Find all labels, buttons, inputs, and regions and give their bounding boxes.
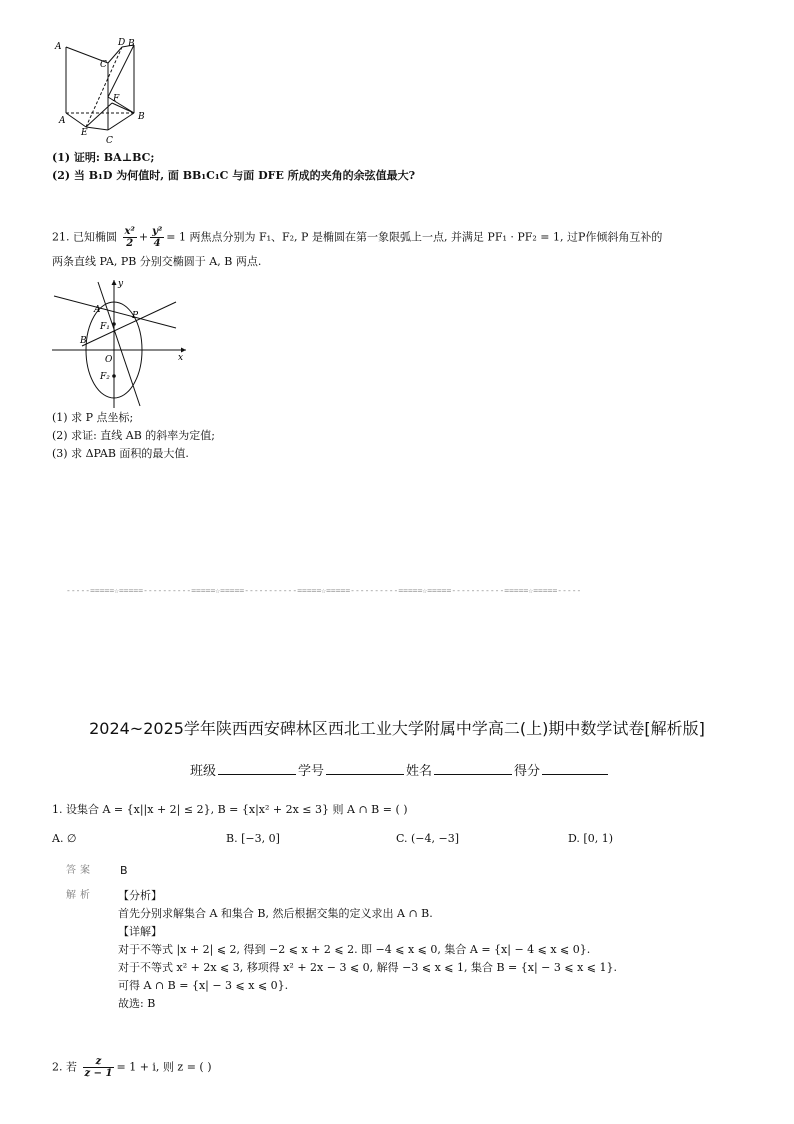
q21-frac-x: $\frac{\text{x²}}{2}$ (124, 226, 135, 249)
q1-option-a: A. ∅ (52, 832, 77, 845)
label-C: C (106, 136, 113, 146)
analysis-line-7: 故选: B (118, 997, 156, 1010)
label-D: D (118, 38, 126, 48)
q21-intro-a: 已知椭圆 (73, 230, 117, 244)
prism-figure (50, 35, 150, 150)
q21-part3: (3) 求 ΔPAB 面积的最大值. (52, 447, 189, 460)
analysis-line-6: 可得 A ∩ B = {x| − 3 ⩽ x ⩽ 0}. (118, 979, 289, 992)
analysis-line-4: 对于不等式 |x + 2| ⩽ 2, 得到 −2 ⩽ x + 2 ⩽ 2. 即 −4 ⩽ x ⩽ 0, 集合 A = {x| − 4 ⩽ x ⩽ 0}. (118, 943, 591, 956)
q2-stem-b: = 1 + i, 则 z = ( ) (116, 1060, 212, 1074)
q21-intro-b: = 1 两焦点分别为 F₁、F₂, P 是椭圆在第一象限弧上一点, 并满足 PF₁ · PF₂ = 1, 过P作倾斜角互补的 (166, 230, 663, 244)
answer-label: 答案 (66, 865, 94, 876)
analysis-line-2: 首先分别求解集合 A 和集合 B, 然后根据交集的定义求出 A ∩ B. (118, 907, 433, 920)
label-y: y (118, 279, 124, 289)
q21-number: 21. (52, 230, 70, 244)
q2-stem-a: 2. 若 (52, 1060, 77, 1074)
score-label: 得分 (514, 764, 541, 779)
q2-frac: $\frac{z}{z - 1}$ (84, 1056, 113, 1079)
analysis-line-5: 对于不等式 x² + 2x ⩽ 3, 移项得 x² + 2x − 3 ⩽ 0, 解得 −3 ⩽ x ⩽ 1, 集合 B = {x| − 3 ⩽ x ⩽ 1}. (118, 961, 618, 974)
id-label: 学号 (298, 764, 325, 779)
section-separator: -----=====☆=====----------=====☆=====-----------=====☆=====----------=====☆=====-----------=====☆=====----- (66, 586, 582, 595)
label-F2: F₂ (100, 372, 110, 382)
id-blank[interactable] (326, 762, 404, 775)
label-x: x (178, 353, 184, 363)
class-label: 班级 (190, 764, 217, 779)
label-A: A (94, 305, 101, 315)
q21-part1: (1) 求 P 点坐标; (52, 411, 134, 424)
q20-part1: (1) 证明: BA⊥BC; (52, 151, 155, 164)
label-C1: C (100, 60, 107, 70)
score-blank[interactable] (542, 762, 608, 775)
label-B: B (80, 336, 87, 346)
name-blank[interactable] (434, 762, 512, 775)
student-info-line (190, 760, 610, 779)
q21-intro-c: 两条直线 PA, PB 分别交椭圆于 A, B 两点. (52, 255, 262, 268)
label-B: B (138, 112, 145, 122)
analysis-line-3: 【详解】 (118, 925, 162, 938)
name-label: 姓名 (406, 764, 433, 779)
analysis-label: 解析 (66, 890, 94, 901)
q2-stem (52, 1056, 212, 1079)
label-F: F (113, 94, 120, 104)
exam-title: 2024~2025学年陕西西安碑林区西北工业大学附属中学高二(上)期中数学试卷[解析版] (89, 719, 705, 738)
class-blank[interactable] (218, 762, 296, 775)
ellipse-figure (50, 272, 195, 410)
label-O: O (105, 355, 113, 365)
label-A1: A (55, 42, 62, 52)
answer-value: B (120, 864, 128, 877)
q1-option-d: D. [0, 1) (568, 832, 613, 845)
label-B1: B (128, 39, 135, 49)
analysis-line-1: 【分析】 (118, 889, 162, 902)
label-A: A (59, 116, 66, 126)
q20-part2: (2) 当 B₁D 为何值时, 面 BB₁C₁C 与面 DFE 所成的夹角的余弦值最大? (52, 169, 416, 182)
label-P: P (132, 311, 139, 321)
q1-option-c: C. (−4, −3] (396, 832, 460, 845)
label-F1: F₁ (100, 322, 110, 332)
q1-option-b: B. [−3, 0] (226, 832, 280, 845)
q21-stem: 21. 已知椭圆 $\frac{\text{x²}}{2}$ + $\frac{\text{y²}}{4}$ = 1 两焦点分别为 F₁、F₂, P 是椭圆在第一象限弧上一点, 并满足 PF₁ · PF₂ = 1, 过P作倾斜角互补的 (52, 226, 663, 249)
q21-frac-y: $\frac{\text{y²}}{4}$ (152, 226, 163, 249)
q21-part2: (2) 求证: 直线 AB 的斜率为定值; (52, 429, 216, 442)
q1-stem: 1. 设集合 A = {x||x + 2| ≤ 2}, B = {x|x² + 2x ≤ 3} 则 A ∩ B = ( ) (52, 803, 408, 816)
label-E: E (81, 128, 88, 138)
